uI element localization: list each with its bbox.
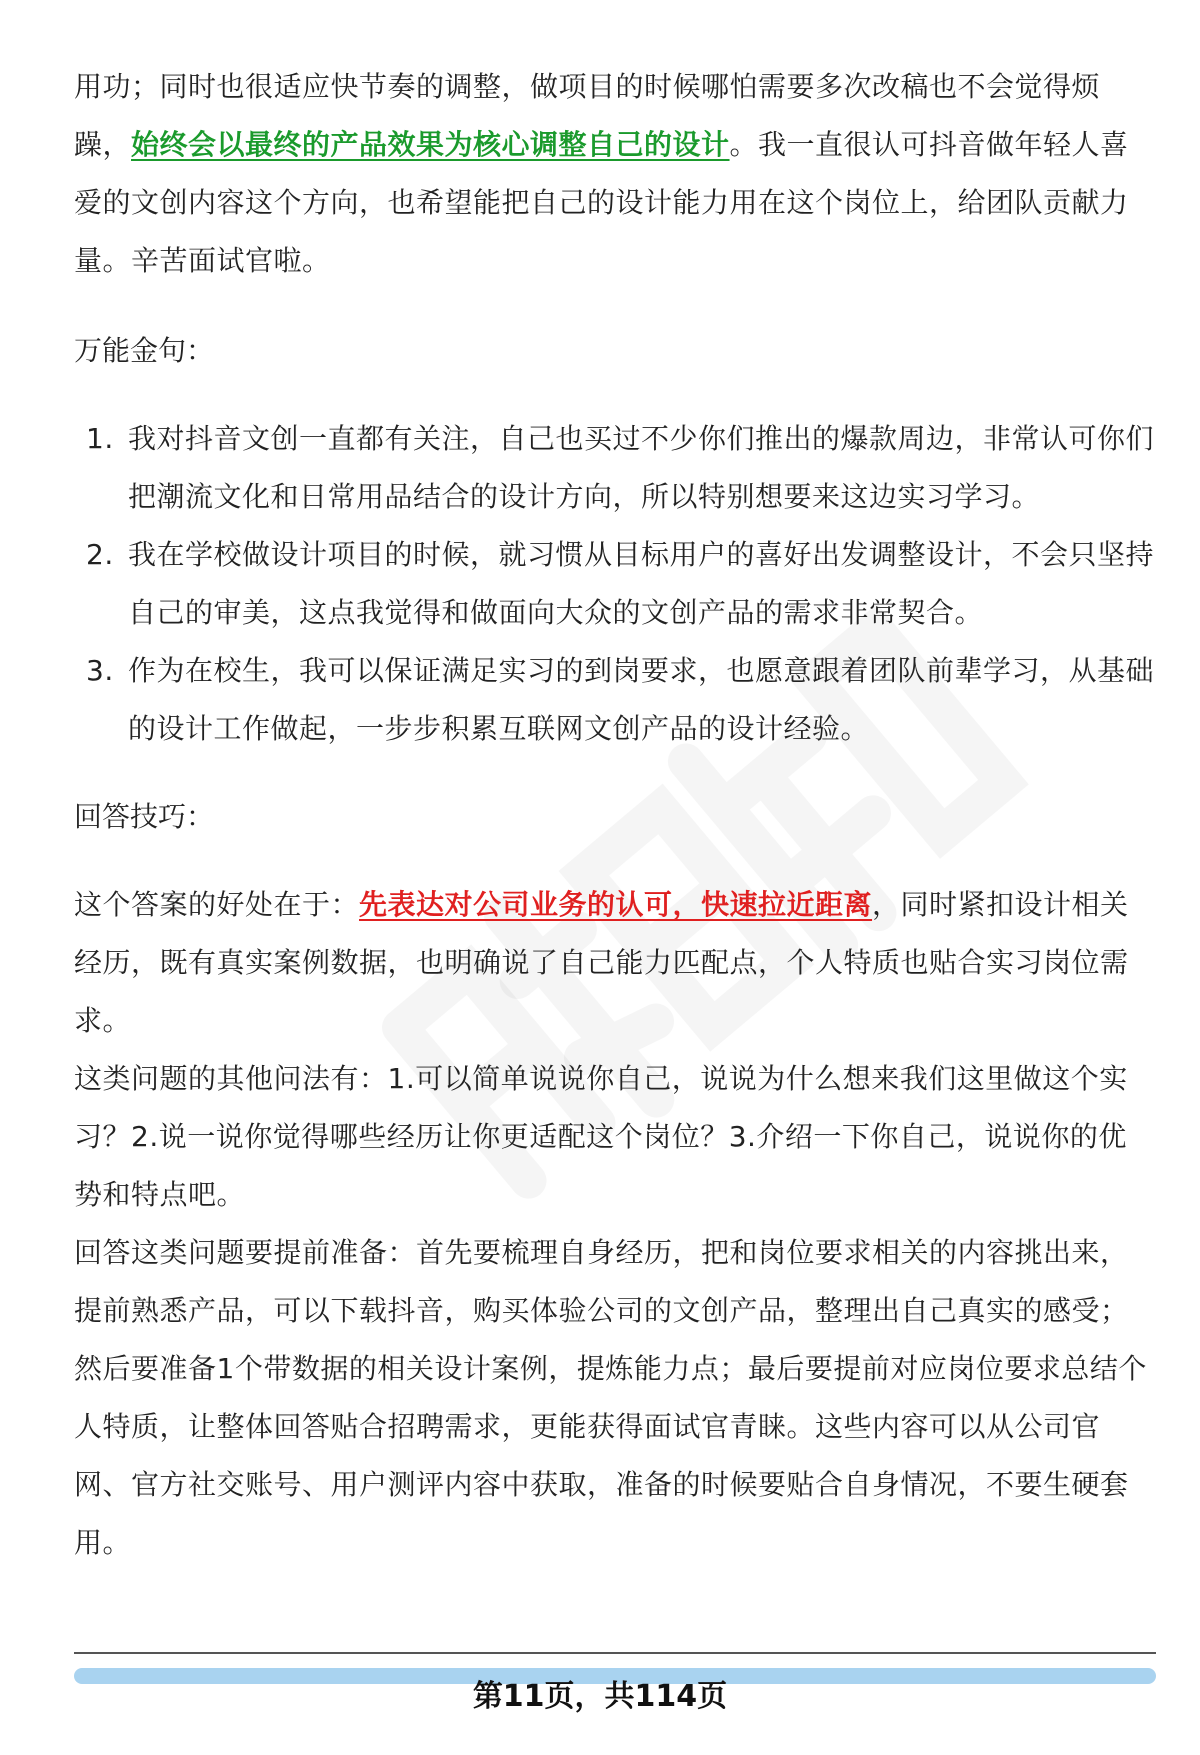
list-item-text: 作为在校生，我可以保证满足实习的到岗要求，也愿意跟着团队前辈学习，从基础的设计工作做起，一步步积累互联网文创产品的设计经验。 bbox=[128, 654, 1155, 745]
golden-sentences-list bbox=[74, 410, 1154, 758]
list-item bbox=[74, 410, 1154, 526]
tips-paragraph-alternatives: 这类问题的其他问法有：1.可以简单说说你自己，说说为什么想来我们这里做这个实习？2.说一说你觉得哪些经历让你更适配这个岗位？3.介绍一下你自己，说说你的优势和特点吧。 bbox=[74, 1062, 1128, 1211]
intro-highlight: 始终会以最终的产品效果为核心调整自己的设计 bbox=[131, 128, 730, 161]
list-item bbox=[74, 642, 1154, 758]
page-number: 第11页，共114页 bbox=[472, 1679, 728, 1714]
document-body bbox=[74, 58, 1154, 1572]
intro-text-start: 用功；同时也很适应快节奏的调整，做项目的时候哪怕需要多次改稿也不会觉得烦躁， bbox=[74, 70, 1101, 161]
list-item-text: 我在学校做设计项目的时候，就习惯从目标用户的喜好出发调整设计，不会只坚持自己的审美，这点我觉得和做面向大众的文创产品的需求非常契合。 bbox=[128, 538, 1155, 629]
answer-tips-heading: 回答技巧： bbox=[74, 800, 215, 833]
list-item-number: 2. bbox=[86, 538, 114, 571]
list-item-number: 3. bbox=[86, 654, 114, 687]
list-item-text: 我对抖音文创一直都有关注，自己也买过不少你们推出的爆款周边，非常认可你们把潮流文化和日常用品结合的设计方向，所以特别想要来这边实习学习。 bbox=[128, 422, 1155, 513]
tips-paragraph-preparation: 回答这类问题要提前准备：首先要梳理自身经历，把和岗位要求相关的内容挑出来，提前熟悉产品，可以下载抖音，购买体验公司的文创产品，整理出自己真实的感受；然后要准备1个带数据的相关设计案例，提炼能力点；最后要提前对应岗位要求总结个人特质，让整体回答贴合招聘需求，更能获得面试官青睐。这些内容可以从公司官网、官方社交账号、用户测评内容中获取，准备的时候要贴合自身情况，不要生硬套用。 bbox=[74, 1236, 1147, 1559]
tips-text-end: ，同时紧扣设计相关经历，既有真实案例数据，也明确说了自己能力匹配点，个人特质也贴合实习岗位需求。 bbox=[74, 888, 1129, 1037]
list-item bbox=[74, 526, 1154, 642]
tips-paragraph-benefits bbox=[74, 876, 1154, 1050]
tips-text-start: 这个答案的好处在于： bbox=[74, 888, 360, 921]
footer-divider bbox=[74, 1652, 1156, 1654]
golden-sentences-heading: 万能金句： bbox=[74, 334, 215, 367]
tips-highlight: 先表达对公司业务的认可，快速拉近距离 bbox=[359, 888, 873, 921]
intro-paragraph bbox=[74, 58, 1154, 290]
list-item-number: 1. bbox=[86, 422, 114, 455]
intro-text-end: 。我一直很认可抖音做年轻人喜爱的文创内容这个方向，也希望能把自己的设计能力用在这个岗位上，给团队贡献力量。辛苦面试官啦。 bbox=[74, 128, 1129, 277]
